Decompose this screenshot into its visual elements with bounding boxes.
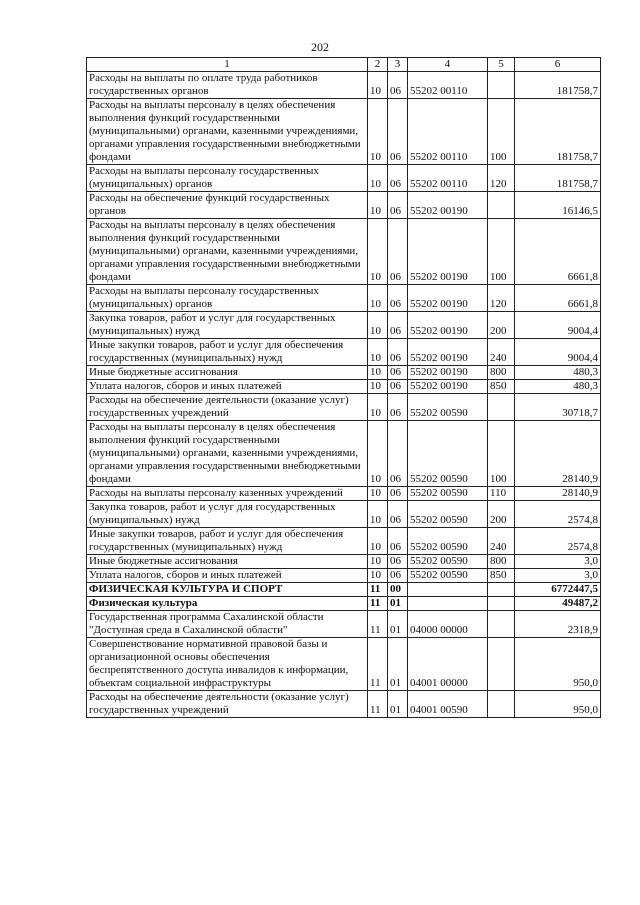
row-section-cell: 10 <box>368 380 388 394</box>
row-expense-type-cell: 240 <box>488 528 515 555</box>
header-col-4: 4 <box>408 58 488 72</box>
row-subsection-cell: 06 <box>388 72 408 99</box>
row-subsection-cell: 06 <box>388 380 408 394</box>
row-amount-cell: 181758,7 <box>515 165 601 192</box>
row-amount-cell: 9004,4 <box>515 312 601 339</box>
row-amount-cell: 9004,4 <box>515 339 601 366</box>
table-row <box>87 528 601 555</box>
row-subsection-cell: 06 <box>388 501 408 528</box>
row-subsection-cell: 06 <box>388 192 408 219</box>
budget-table <box>86 57 601 718</box>
table-row <box>87 165 601 192</box>
row-name-cell: Совершенствование нормативной правовой базы и организационной основы обеспечения беспрепятственного доступа инвалидов к информации, объектам социальной инфраструктуры <box>87 638 368 691</box>
row-name-cell: Расходы на обеспечение функций государственных органов <box>87 192 368 219</box>
row-name-cell: Расходы на выплаты по оплате труда работников государственных органов <box>87 72 368 99</box>
row-expense-type-cell <box>488 638 515 691</box>
row-target-article-cell: 55202 00190 <box>408 312 488 339</box>
row-target-article-cell: 55202 00190 <box>408 380 488 394</box>
row-amount-cell: 2574,8 <box>515 501 601 528</box>
row-name-cell: Расходы на выплаты персоналу государственных (муниципальных) органов <box>87 285 368 312</box>
row-section-cell: 10 <box>368 366 388 380</box>
row-target-article-cell: 55202 00110 <box>408 72 488 99</box>
row-expense-type-cell: 100 <box>488 99 515 165</box>
row-expense-type-cell: 850 <box>488 380 515 394</box>
table-row <box>87 501 601 528</box>
row-section-cell: 10 <box>368 99 388 165</box>
row-subsection-cell: 06 <box>388 339 408 366</box>
row-target-article-cell: 55202 00590 <box>408 569 488 583</box>
row-amount-cell: 49487,2 <box>515 597 601 611</box>
row-expense-type-cell: 120 <box>488 285 515 312</box>
row-name-cell: ФИЗИЧЕСКАЯ КУЛЬТУРА И СПОРТ <box>87 583 368 597</box>
row-amount-cell: 3,0 <box>515 569 601 583</box>
row-section-cell: 10 <box>368 312 388 339</box>
row-amount-cell: 181758,7 <box>515 72 601 99</box>
table-row <box>87 380 601 394</box>
row-target-article-cell: 04001 00000 <box>408 638 488 691</box>
table-row <box>87 691 601 718</box>
table-row <box>87 394 601 421</box>
row-amount-cell: 30718,7 <box>515 394 601 421</box>
row-section-cell: 10 <box>368 569 388 583</box>
table-row <box>87 339 601 366</box>
row-target-article-cell: 55202 00190 <box>408 339 488 366</box>
row-target-article-cell: 55202 00590 <box>408 394 488 421</box>
row-target-article-cell: 04001 00590 <box>408 691 488 718</box>
row-subsection-cell: 06 <box>388 528 408 555</box>
row-amount-cell: 28140,9 <box>515 421 601 487</box>
row-section-cell: 10 <box>368 339 388 366</box>
table-row <box>87 219 601 285</box>
table-row <box>87 99 601 165</box>
row-expense-type-cell: 800 <box>488 366 515 380</box>
row-subsection-cell: 01 <box>388 611 408 638</box>
header-col-5: 5 <box>488 58 515 72</box>
table-row <box>87 421 601 487</box>
row-section-cell: 10 <box>368 285 388 312</box>
row-expense-type-cell: 100 <box>488 219 515 285</box>
row-section-cell: 11 <box>368 597 388 611</box>
row-name-cell: Иные закупки товаров, работ и услуг для обеспечения государственных (муниципальных) нужд <box>87 528 368 555</box>
row-subsection-cell: 01 <box>388 597 408 611</box>
row-name-cell: Расходы на выплаты персоналу в целях обеспечения выполнения функций государственными (муниципальными) органами, казенными учреждениями, органами управления государственными внебюджетными фондами <box>87 421 368 487</box>
row-expense-type-cell: 100 <box>488 421 515 487</box>
row-subsection-cell: 01 <box>388 638 408 691</box>
row-target-article-cell: 55202 00110 <box>408 165 488 192</box>
row-expense-type-cell <box>488 611 515 638</box>
row-target-article-cell: 55202 00590 <box>408 528 488 555</box>
row-section-cell: 10 <box>368 421 388 487</box>
row-expense-type-cell: 800 <box>488 555 515 569</box>
page-number: 202 <box>311 40 329 54</box>
row-amount-cell: 16146,5 <box>515 192 601 219</box>
row-amount-cell: 480,3 <box>515 380 601 394</box>
row-name-cell: Иные бюджетные ассигнования <box>87 366 368 380</box>
row-amount-cell: 3,0 <box>515 555 601 569</box>
row-target-article-cell: 55202 00110 <box>408 99 488 165</box>
row-expense-type-cell: 240 <box>488 339 515 366</box>
row-expense-type-cell: 120 <box>488 165 515 192</box>
table-row <box>87 312 601 339</box>
header-col-6: 6 <box>515 58 601 72</box>
row-section-cell: 10 <box>368 487 388 501</box>
row-expense-type-cell: 850 <box>488 569 515 583</box>
row-subsection-cell: 06 <box>388 366 408 380</box>
header-col-1: 1 <box>87 58 368 72</box>
row-amount-cell: 2574,8 <box>515 528 601 555</box>
row-section-cell: 10 <box>368 528 388 555</box>
row-name-cell: Уплата налогов, сборов и иных платежей <box>87 569 368 583</box>
row-target-article-cell <box>408 597 488 611</box>
row-name-cell: Уплата налогов, сборов и иных платежей <box>87 380 368 394</box>
table-row <box>87 638 601 691</box>
row-target-article-cell: 55202 00590 <box>408 487 488 501</box>
table-row <box>87 583 601 597</box>
row-amount-cell: 950,0 <box>515 691 601 718</box>
row-expense-type-cell <box>488 394 515 421</box>
row-name-cell: Государственная программа Сахалинской области "Доступная среда в Сахалинской области" <box>87 611 368 638</box>
row-name-cell: Расходы на выплаты персоналу казенных учреждений <box>87 487 368 501</box>
row-section-cell: 10 <box>368 394 388 421</box>
row-subsection-cell: 06 <box>388 285 408 312</box>
row-subsection-cell: 06 <box>388 394 408 421</box>
row-amount-cell: 28140,9 <box>515 487 601 501</box>
row-target-article-cell <box>408 583 488 597</box>
row-name-cell: Закупка товаров, работ и услуг для государственных (муниципальных) нужд <box>87 312 368 339</box>
row-subsection-cell: 06 <box>388 487 408 501</box>
table-row <box>87 555 601 569</box>
row-section-cell: 10 <box>368 555 388 569</box>
row-subsection-cell: 06 <box>388 165 408 192</box>
row-amount-cell: 480,3 <box>515 366 601 380</box>
row-section-cell: 10 <box>368 192 388 219</box>
table-row <box>87 597 601 611</box>
row-expense-type-cell <box>488 583 515 597</box>
table-row <box>87 192 601 219</box>
header-col-3: 3 <box>388 58 408 72</box>
row-amount-cell: 181758,7 <box>515 99 601 165</box>
row-name-cell: Расходы на обеспечение деятельности (оказание услуг) государственных учреждений <box>87 394 368 421</box>
row-target-article-cell: 55202 00590 <box>408 501 488 528</box>
row-target-article-cell: 55202 00590 <box>408 555 488 569</box>
row-subsection-cell: 06 <box>388 421 408 487</box>
row-subsection-cell: 06 <box>388 312 408 339</box>
row-target-article-cell: 04000 00000 <box>408 611 488 638</box>
row-name-cell: Иные бюджетные ассигнования <box>87 555 368 569</box>
row-expense-type-cell <box>488 192 515 219</box>
row-section-cell: 10 <box>368 72 388 99</box>
row-amount-cell: 950,0 <box>515 638 601 691</box>
row-subsection-cell: 01 <box>388 691 408 718</box>
row-name-cell: Иные закупки товаров, работ и услуг для обеспечения государственных (муниципальных) нужд <box>87 339 368 366</box>
row-section-cell: 11 <box>368 611 388 638</box>
table-row <box>87 487 601 501</box>
row-subsection-cell: 00 <box>388 583 408 597</box>
table-row <box>87 611 601 638</box>
row-target-article-cell: 55202 00190 <box>408 192 488 219</box>
row-expense-type-cell: 200 <box>488 312 515 339</box>
table-header-row <box>87 58 601 72</box>
row-name-cell: Физическая культура <box>87 597 368 611</box>
row-section-cell: 10 <box>368 501 388 528</box>
row-section-cell: 11 <box>368 638 388 691</box>
row-expense-type-cell <box>488 72 515 99</box>
row-expense-type-cell: 110 <box>488 487 515 501</box>
row-amount-cell: 6661,8 <box>515 219 601 285</box>
row-target-article-cell: 55202 00190 <box>408 285 488 312</box>
row-section-cell: 10 <box>368 165 388 192</box>
row-name-cell: Расходы на выплаты персоналу в целях обеспечения выполнения функций государственными (муниципальными) органами, казенными учреждениями, органами управления государственными внебюджетными фондами <box>87 99 368 165</box>
row-amount-cell: 6772447,5 <box>515 583 601 597</box>
row-subsection-cell: 06 <box>388 569 408 583</box>
row-amount-cell: 2318,9 <box>515 611 601 638</box>
row-section-cell: 11 <box>368 691 388 718</box>
table-row <box>87 72 601 99</box>
row-subsection-cell: 06 <box>388 555 408 569</box>
table-row <box>87 569 601 583</box>
row-section-cell: 11 <box>368 583 388 597</box>
row-section-cell: 10 <box>368 219 388 285</box>
row-name-cell: Закупка товаров, работ и услуг для государственных (муниципальных) нужд <box>87 501 368 528</box>
row-target-article-cell: 55202 00190 <box>408 219 488 285</box>
table-row <box>87 285 601 312</box>
table-row <box>87 366 601 380</box>
header-col-2: 2 <box>368 58 388 72</box>
row-name-cell: Расходы на выплаты персоналу государственных (муниципальных) органов <box>87 165 368 192</box>
row-subsection-cell: 06 <box>388 99 408 165</box>
row-target-article-cell: 55202 00590 <box>408 421 488 487</box>
row-name-cell: Расходы на обеспечение деятельности (оказание услуг) государственных учреждений <box>87 691 368 718</box>
row-expense-type-cell <box>488 691 515 718</box>
row-expense-type-cell: 200 <box>488 501 515 528</box>
row-expense-type-cell <box>488 597 515 611</box>
row-name-cell: Расходы на выплаты персоналу в целях обеспечения выполнения функций государственными (муниципальными) органами, казенными учреждениями, органами управления государственными внебюджетными фондами <box>87 219 368 285</box>
row-subsection-cell: 06 <box>388 219 408 285</box>
row-target-article-cell: 55202 00190 <box>408 366 488 380</box>
row-amount-cell: 6661,8 <box>515 285 601 312</box>
